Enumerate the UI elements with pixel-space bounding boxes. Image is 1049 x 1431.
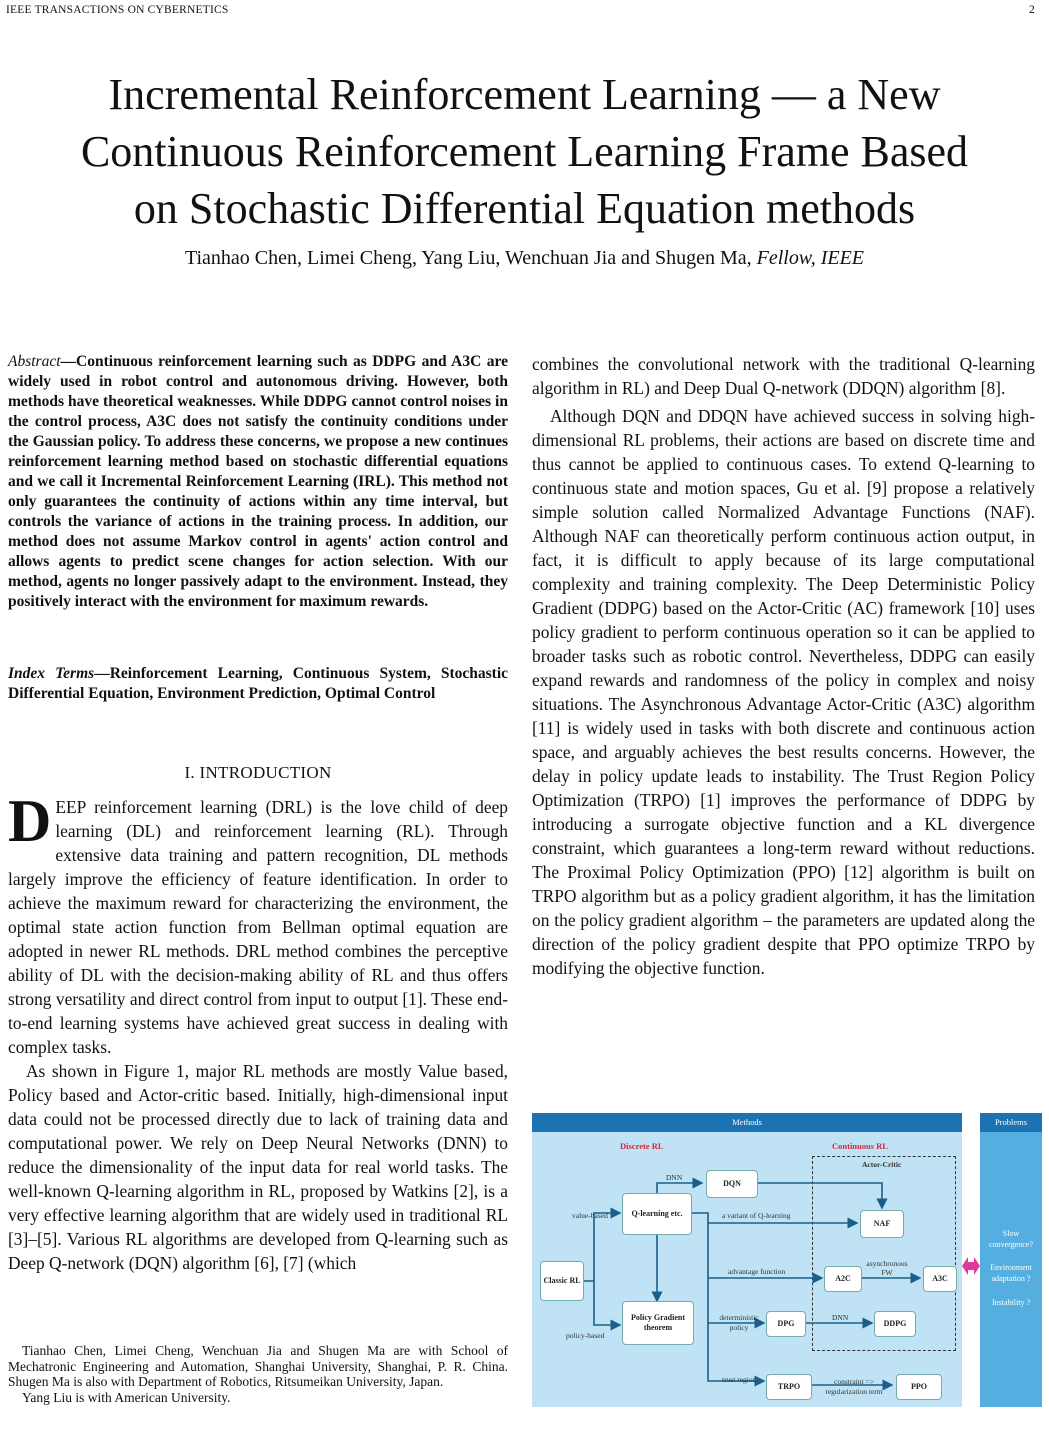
section-rest: NTRODUCTION [205, 763, 332, 782]
problems-header: Problems [980, 1113, 1042, 1132]
figure-rl-methods-diagram [532, 1113, 1042, 1407]
label-variant-q-learning: a variant of Q-learning [722, 1211, 791, 1220]
box-q-learning: Q-learning etc. [622, 1193, 692, 1235]
box-trpo: TRPO [766, 1374, 812, 1400]
box-a3c: A3C [923, 1266, 957, 1292]
title-line-2: Continuous Reinforcement Learning Frame Based [80, 127, 969, 176]
intro-paragraph-2: As shown in Figure 1, major RL methods are mostly Value based, Policy based and Actor-critic based. Initially, high-dimensional input data could not be processed directly due to lack of training data and computational power. We rely on Deep Neural Networks (DNN) to reduce the dimensionality of the input data for real world tasks. The well-known Q-learning algorithm in RL, proposed by Watkins [2], is a very effective learning algorithm that are widely used in traditional RL [3]–[5]. Various RL algorithms are developed from Q-learning such as Deep Q-network (DQN) algorithm [6], [7] (which [8, 1061, 508, 1273]
abstract-text: —Continuous reinforcement learning such as DDPG and A3C are widely used in robot control and autonomous driving. However, both methods have theoretical weaknesses. While DDPG cannot control noises in the control process, A3C does not satisfy the continuity conditions under the Gaussian policy. To address these concerns, we propose a new continues reinforcement learning method based on stochastic differential equations and we call it Incremental Reinforcement Learning (IRL). This method not only guarantees the continuity of actions within any time interval, but controls the variance of actions in the training process. In addition, our method does not assume Markov control in agents' action control and allows agents to predict scene changes for action selection. With our method, agents no longer passively adapt to the environment. Instead, they positively interact with the environment for maximum rewards. [8, 353, 508, 610]
label-trust-region: trust region [722, 1375, 757, 1384]
author-names: Tianhao Chen, Limei Cheng, Yang Liu, Wenchuan Jia and Shugen Ma, [184, 247, 752, 269]
footnote-paragraph-1: Tianhao Chen, Limei Cheng, Wenchuan Jia and Shugen Ma are with School of Mechatronic Engineering and Automation, Shanghai University, Shanghai, P. R. China. Shugen Ma is also with Department of Robotics, Ritsumeikan University, Japan. [8, 1343, 508, 1389]
box-naf: NAF [860, 1210, 904, 1238]
running-header [6, 4, 1035, 16]
right-paragraph-1: combines the convolutional network with the traditional Q-learning algorithm in RL) and Deep Dual Q-network (DDQN) algorithm [8]. [532, 354, 1035, 398]
right-paragraph-2: Although DQN and DDQN have achieved success in solving high-dimensional RL problems, their actions are based on discrete time and thus cannot be applied to continuous cases. To extend Q-learning to continuous state and motion spaces, Gu et al. [9] propose a relatively simple solution called Normalized Advantage Functions (NAF). Although NAF can theoretically perform continuous action output, in fact, it is difficult to apply because of its large computational complexity and training complexity. The Deep Deterministic Policy Gradient (DDPG) based on the Actor-Critic (AC) framework [10] uses policy gradient to perform continuous operation so it can be applied to broader tasks such as robotic control. Nevertheless, DDPG can easily expand rewards and randomness of the policy in complex and noisy situations. The Asynchronous Advantage Actor-Critic (A3C) algorithm [11] is widely used in tasks with both discrete and continuous action space, and arguably achieves the best results concerns. However, the delay in policy update leads to instability. The Trust Region Policy Optimization (TRPO) [1] improves the performance of DDPG by introducing a surrogate objective function and a KL divergence constraint, which guarantees a long-term reward without reductions. The Proximal Policy Optimization (PPO) [12] algorithm is built on TRPO algorithm but as a policy gradient algorithm, it has the limitation on the policy gradient algorithm – the parameters are updated along the direction of the policy gradient despite that PPO optimize TRPO by modifying the objective function. [532, 406, 1035, 978]
intro-paragraph-1-text: EEP reinforcement learning (DRL) is the love child of deep learning (DL) and reinforcement learning (RL). Through extensive data training and pattern recognition, DL methods largely improve the efficiency of feature identification. In order to achieve the maximum reward for characterizing the environment, the optimal state action function from Bellman optimal equation are adopted in newer RL methods. DRL method combines the perceptive ability of DL with the decision-making ability of RL and thus offers strong versatility and direct control from input to output [1]. These end-to-end learning systems have achieved great success in dealing with complex tasks. [8, 797, 508, 1057]
methods-header: Methods [532, 1113, 962, 1132]
footnote-paragraph-2: Yang Liu is with American University. [22, 1389, 231, 1405]
intro-paragraph-1 [8, 788, 508, 1059]
label-policy-based: policy-based [566, 1331, 605, 1340]
index-terms-label: Index Terms [8, 665, 95, 682]
problem-slow-convergence: Slow convergence? [989, 1229, 1033, 1249]
page-number: 2 [1029, 4, 1035, 16]
label-deterministic-policy: deterministic policy [719, 1313, 759, 1332]
affiliation-footnote [8, 1343, 508, 1405]
box-ddpg: DDPG [874, 1311, 916, 1337]
label-asynchronous-fw: asynchronous FW [866, 1259, 908, 1277]
label-value-based: value-based [572, 1211, 608, 1220]
section-numeral: I. [184, 763, 200, 782]
box-a2c: A2C [824, 1266, 862, 1292]
discrete-rl-label: Discrete RL [620, 1141, 664, 1151]
double-arrow-icon [961, 1253, 981, 1279]
actor-critic-label: Actor-Critic [862, 1160, 902, 1169]
label-constraint: constraint => regularization term [825, 1377, 883, 1396]
label-dnn-1: DNN [666, 1173, 683, 1182]
problem-instability: Instability ? [992, 1298, 1030, 1307]
author-list [0, 247, 1049, 270]
box-policy-gradient: Policy Gradient theorem [622, 1301, 694, 1345]
abstract [8, 352, 508, 612]
index-terms-text: —Reinforcement Learning, Continuous System, Stochastic Differential Equation, Environment Prediction, Optimal Control [8, 665, 509, 702]
title-line-1: Incremental Reinforcement Learning — a New [108, 70, 941, 119]
label-dnn-2: DNN [832, 1313, 849, 1322]
section-first-letter: I [199, 763, 206, 782]
left-column-body [8, 788, 508, 1275]
box-ppo: PPO [896, 1374, 942, 1400]
right-column-body [532, 352, 1035, 980]
title-line-3: on Stochastic Differential Equation methods [133, 184, 916, 233]
label-advantage-function: advantage function [728, 1267, 786, 1276]
methods-panel [532, 1113, 962, 1407]
index-terms [8, 664, 508, 704]
author-suffix: Fellow, IEEE [756, 247, 865, 269]
drop-cap: D [8, 788, 52, 854]
paper-title [0, 66, 1049, 237]
box-classic-rl: Classic RL [540, 1261, 584, 1301]
abstract-label: Abstract [8, 353, 61, 370]
box-dqn: DQN [706, 1170, 758, 1198]
journal-name: IEEE TRANSACTIONS ON CYBERNETICS [6, 4, 229, 16]
box-dpg: DPG [766, 1311, 806, 1337]
problems-panel [980, 1113, 1042, 1407]
section-heading-introduction [8, 763, 508, 783]
problem-environment-adaptation: Environment adaptation ? [990, 1263, 1032, 1283]
continuous-rl-label: Continuous RL [832, 1141, 888, 1151]
